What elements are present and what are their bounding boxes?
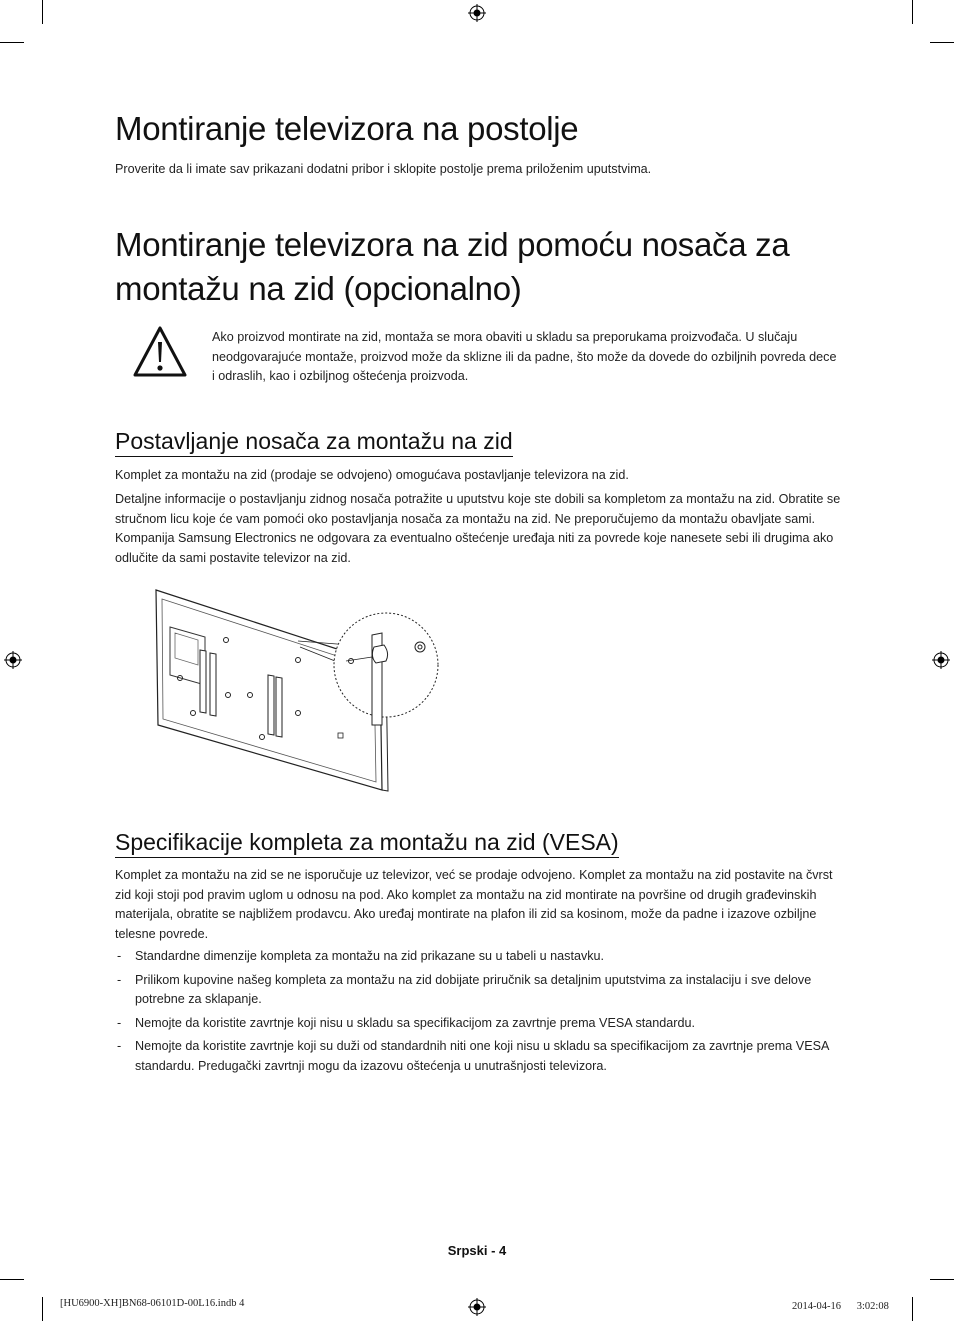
list-item: - Nemojte da koristite zavrtnje koji nisu u skladu sa specifikacijom za zavrtnje prema VESA standardu.	[117, 1015, 695, 1030]
registration-mark-icon	[4, 651, 22, 669]
section-title-vesa: Specifikacije kompleta za montažu na zid (VESA)	[115, 828, 619, 858]
paragraph: Detaljne informacije o postavljanju zidnog nosača potražite u uputstvu koje ste dobili sa kompletom za montažu na zid. Obratite se stručnom licu koje će vam pomoći oko postavljanja nosača za montažu na zid. Ne preporučujemo da montažu obavljate sami. Kompanija Samsung Electronics ne odgovara za eventualno oštećenje uređaja niti za povrede koje nanesete sebi ili drugima ako odlučite da sami postavite televizor na zid.	[115, 492, 841, 565]
list-item: - Prilikom kupovine našeg kompleta za montažu na zid dobijate priručnik sa detaljnim uputstvima za instalaciju i sve delove potrebne za sklapanje.	[117, 972, 812, 1006]
vesa-bullet-list	[115, 947, 845, 1080]
crop-mark	[0, 42, 24, 43]
list-item: - Standardne dimenzije kompleta za montažu na zid prikazane su u tabeli u nastavku.	[117, 949, 605, 963]
intro-text: Proverite da li imate sav prikazani dodatni pribor i sklopite postolje prema priloženim uputstvima.	[115, 162, 652, 176]
crop-mark	[0, 1279, 24, 1280]
print-slug-left: [HU6900-XH]BN68-06101D-00L16.indb 4	[60, 1298, 245, 1309]
crop-mark	[930, 42, 954, 43]
crop-mark	[42, 1297, 43, 1321]
warning-triangle-icon	[132, 324, 188, 380]
registration-mark-icon	[468, 1298, 486, 1316]
paragraph: Komplet za montažu na zid se ne isporučuje uz televizor, već se prodaje odvojeno. Komplet za montažu na zid postavite na čvrst zid koji stoji pod pravim uglom u odnosu na pod. Ako komplet za montažu na zid montirate na površine od drugih građevinskih materijala, obratite se najbližem prodavcu. Ako uređaj montirate na plafon ili zid sa kosinom, može da padne i izazove ozbiljne telesne povrede.	[115, 868, 833, 941]
crop-mark	[930, 1279, 954, 1280]
warning-text: Ako proizvod montirate na zid, montaža se mora obaviti u skladu sa preporukama proizvođača. U slučaju neodgovarajuće montaže, proizvod može da sklizne ili da padne, što može da dovede do ozbiljnih povreda dece i odraslih, kao i ozbiljnog oštećenja proizvoda.	[212, 330, 837, 383]
wall-mount-title-line2: montažu na zid (opcionalno)	[115, 270, 522, 307]
wall-mount-title-line1: Montiranje televizora na zid pomoću nosača za	[115, 226, 790, 263]
page-title: Montiranje televizora na postolje	[115, 110, 579, 147]
registration-mark-icon	[468, 4, 486, 22]
crop-mark	[912, 1297, 913, 1321]
wall-mount-illustration	[150, 585, 450, 795]
print-slug-right: 2014-04-16 3:02:08	[792, 1301, 889, 1312]
crop-mark	[912, 0, 913, 24]
page-number: Srpski - 4	[447, 1243, 507, 1258]
registration-mark-icon	[932, 651, 950, 669]
crop-mark	[42, 0, 43, 24]
section-title-bracket: Postavljanje nosača za montažu na zid	[115, 427, 513, 457]
paragraph: Komplet za montažu na zid (prodaje se odvojeno) omogućava postavljanje televizora na zid.	[115, 468, 629, 482]
list-item: - Nemojte da koristite zavrtnje koji su duži od standardnih niti one koji nisu u skladu sa specifikacijom za zavrtnje prema VESA standardu. Predugački zavrtnji mogu da izazovu oštećenja u unutrašnjosti televizora.	[117, 1039, 829, 1073]
